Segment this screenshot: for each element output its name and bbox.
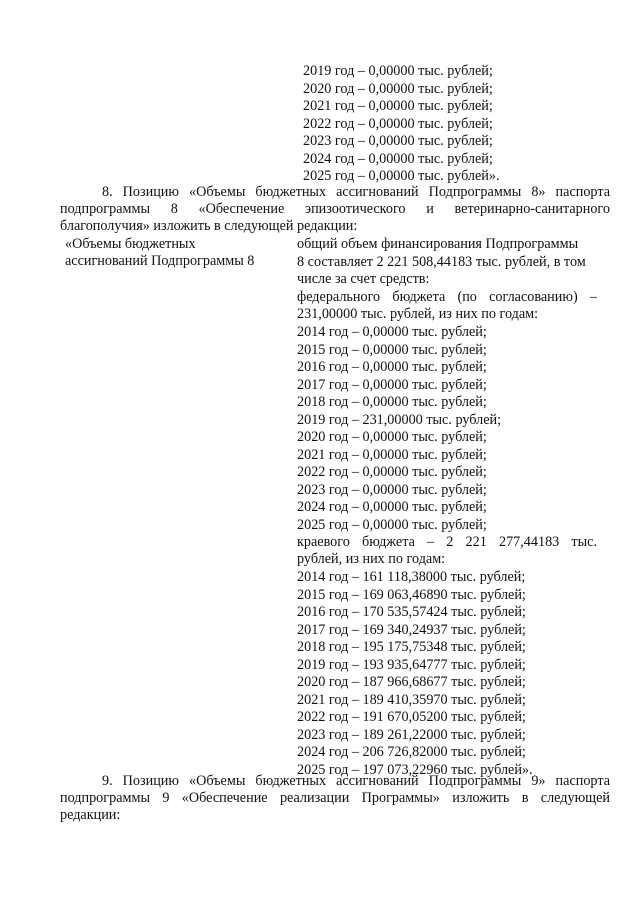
list-item: 2023 год – 0,00000 тыс. рублей;	[303, 133, 493, 149]
para9-line3: редакции:	[60, 807, 121, 823]
list-item: 2021 год – 189 410,35970 тыс. рублей;	[297, 691, 526, 708]
list-item: 2024 год – 0,00000 тыс. рублей;	[303, 150, 493, 167]
list-item: 2019 год – 231,00000 тыс. рублей;	[297, 411, 502, 428]
federal-budget-line1: федерального бюджета (по согласованию) –	[297, 289, 597, 305]
list-item: 2024 год – 206 726,82000 тыс. рублей;	[297, 744, 526, 760]
list-item: 2014 год – 0,00000 тыс. рублей;	[297, 324, 487, 340]
list-item: 2021 год – 0,00000 тыс. рублей;	[303, 98, 493, 114]
table-left-label-line1: «Объемы бюджетных	[65, 236, 196, 252]
list-item: 2024 год – 0,00000 тыс. рублей;	[297, 499, 487, 515]
para9-line2: подпрограммы 9 «Обеспечение реализации Программы» изложить в следующей	[60, 790, 610, 806]
list-item: 8 составляет 2 221 508,44183 тыс. рублей, в том	[297, 253, 586, 270]
federal-years-list	[297, 324, 501, 534]
list-item: 2025 год – 0,00000 тыс. рублей».	[303, 168, 500, 184]
list-item: 2023 год – 189 261,22000 тыс. рублей;	[297, 726, 526, 743]
previous-years-list	[303, 63, 500, 186]
para8-line3: благополучия» изложить в следующей редакции:	[60, 218, 358, 234]
list-item: 2015 год – 0,00000 тыс. рублей;	[297, 341, 487, 358]
list-item: 2020 год – 0,00000 тыс. рублей;	[303, 80, 493, 97]
para9-line1: 9. Позицию «Объемы бюджетных ассигнований Подпрограммы 9» паспорта	[102, 773, 610, 789]
list-item: 2025 год – 197 073,22960 тыс. рублей».	[297, 761, 533, 778]
list-item: 2020 год – 187 966,68677 тыс. рублей;	[297, 674, 526, 690]
regional-budget-line2: рублей, из них по годам:	[297, 551, 446, 567]
regional-years-list	[297, 569, 533, 779]
list-item: 2018 год – 0,00000 тыс. рублей;	[297, 394, 487, 410]
regional-budget-line1: краевого бюджета – 2 221 277,44183 тыс.	[297, 534, 597, 550]
para8-line1: 8. Позицию «Объемы бюджетных ассигнований Подпрограммы 8» паспорта	[102, 184, 610, 200]
para8-line2: подпрограммы 8 «Обеспечение эпизоотического и ветеринарно-санитарного	[60, 201, 610, 217]
list-item: 2016 год – 0,00000 тыс. рублей;	[297, 359, 487, 375]
list-item: 2021 год – 0,00000 тыс. рублей;	[297, 446, 487, 463]
federal-budget-line2: 231,00000 тыс. рублей, из них по годам:	[297, 306, 539, 322]
list-item: 2017 год – 169 340,24937 тыс. рублей;	[297, 621, 526, 638]
list-item: 2019 год – 193 935,64777 тыс. рублей;	[297, 656, 526, 673]
list-item: 2015 год – 169 063,46890 тыс. рублей;	[297, 586, 526, 603]
table-intro-list	[297, 236, 586, 289]
list-item: числе за счет средств:	[297, 271, 430, 287]
list-item: 2022 год – 191 670,05200 тыс. рублей;	[297, 709, 526, 725]
list-item: 2019 год – 0,00000 тыс. рублей;	[303, 63, 493, 79]
list-item: 2022 год – 0,00000 тыс. рублей;	[303, 115, 493, 132]
list-item: 2020 год – 0,00000 тыс. рублей;	[297, 429, 487, 445]
list-item: 2022 год – 0,00000 тыс. рублей;	[297, 464, 487, 480]
list-item: общий объем финансирования Подпрограммы	[297, 236, 579, 252]
list-item: 2014 год – 161 118,38000 тыс. рублей;	[297, 569, 526, 585]
table-left-label-line2: ассигнований Подпрограммы 8	[65, 253, 255, 269]
list-item: 2023 год – 0,00000 тыс. рублей;	[297, 481, 487, 498]
list-item: 2025 год – 0,00000 тыс. рублей;	[297, 516, 487, 533]
list-item: 2017 год – 0,00000 тыс. рублей;	[297, 376, 487, 393]
list-item: 2016 год – 170 535,57424 тыс. рублей;	[297, 604, 526, 620]
list-item: 2018 год – 195 175,75348 тыс. рублей;	[297, 639, 526, 655]
